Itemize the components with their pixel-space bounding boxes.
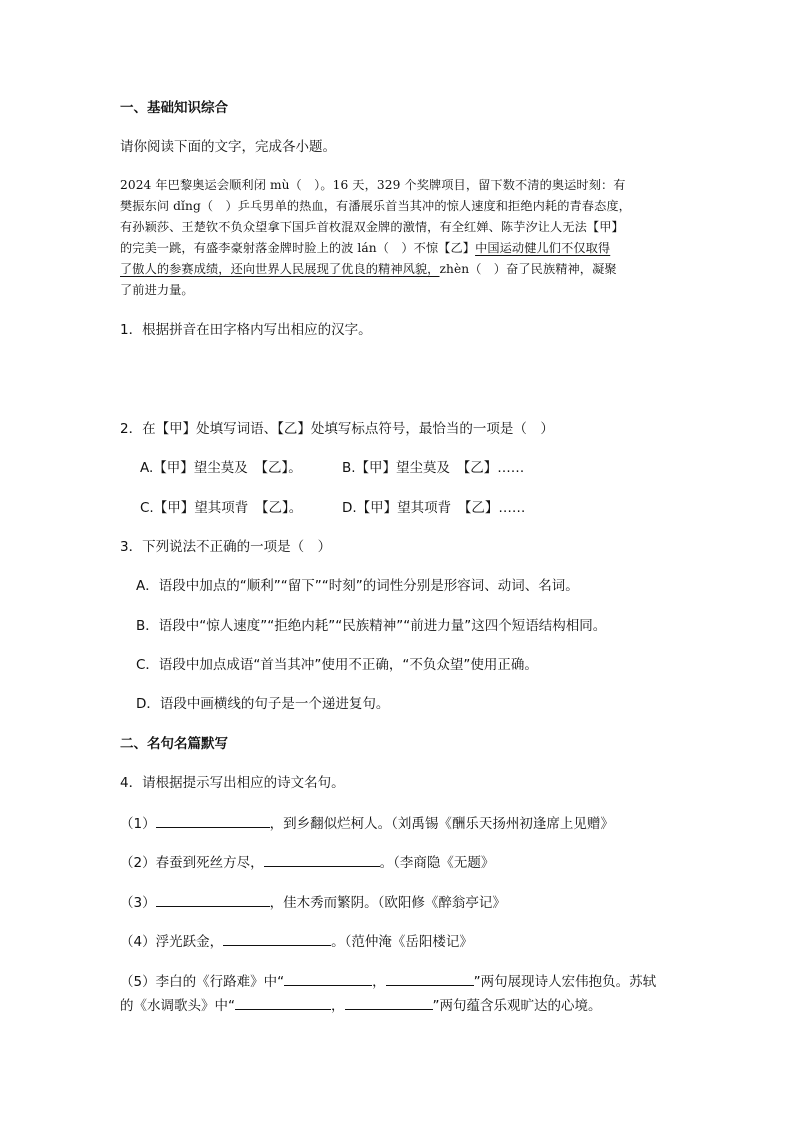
item-text: （2）春蚕到死丝方尽，: [120, 855, 264, 871]
item-text: ，佳木秀而繁阴。（欧阳修《醉翁亭记》: [269, 895, 506, 911]
answer-blank[interactable]: [156, 892, 270, 907]
passage-text: zhèn（ ）奋了民族精神，凝聚: [439, 262, 617, 276]
recitation-item-4: [120, 931, 473, 952]
answer-blank[interactable]: [156, 813, 270, 828]
question-2-option-b: B.【甲】望尘莫及 【乙】……: [342, 460, 525, 476]
item-text: ，到乡翻似烂柯人。（刘禹锡《酬乐天扬州初逢席上见赠》: [269, 816, 614, 832]
underlined-sentence: 中国运动健儿们不仅取得: [475, 241, 611, 255]
question-1: 1．根据拼音在田字格内写出相应的汉字。: [120, 322, 372, 338]
item-text: 。（李商隐《无题》: [379, 855, 495, 871]
section-two-title: 二、名句名篇默写: [120, 736, 228, 752]
answer-blank[interactable]: [345, 995, 433, 1010]
question-2-stem: 2．在【甲】处填写词语、【乙】处填写标点符号，最恰当的一项是（ ）: [120, 421, 554, 437]
passage-text: 的完美一跳，有盛李豪射落金牌时脸上的波 lán（ ）不惊【乙】: [120, 241, 476, 255]
answer-blank[interactable]: [284, 971, 372, 986]
passage-line: 有孙颖莎、王楚钦不负众望拿下国乒首枚混双金牌的激情，有全红婵、陈芋汐让人无法【甲】: [120, 220, 624, 234]
item-text: （4）浮光跃金，: [120, 934, 224, 950]
underlined-sentence: 了傲人的参赛成绩，还向世界人民展现了优良的精神风貌，: [120, 262, 440, 276]
item-text: ”两句展现诗人宏伟抱负。苏轼: [473, 974, 657, 990]
item-label: （3）: [120, 895, 156, 911]
question-2-option-a: A.【甲】望尘莫及 【乙】。: [140, 460, 302, 476]
question-3-option-c: C．语段中加点成语“首当其冲”使用不正确，“不负众望”使用正确。: [136, 657, 538, 673]
item-text: ，: [331, 998, 345, 1014]
question-2-option-c: C.【甲】望其项背 【乙】。: [140, 500, 303, 516]
answer-blank[interactable]: [223, 931, 331, 946]
question-3-option-a: A．语段中加点的“顺利”“留下”“时刻”的词性分别是形容词、动词、名词。: [136, 578, 579, 594]
question-4-stem: 4．请根据提示写出相应的诗文名句。: [120, 775, 345, 791]
passage-line: [120, 259, 680, 280]
reading-passage: [120, 175, 680, 301]
recitation-item-1: [120, 813, 614, 834]
recitation-item-5-line-2: [120, 995, 602, 1016]
item-text: 。（范仲淹《岳阳楼记》: [331, 934, 473, 950]
question-3-option-d: D．语段中画横线的句子是一个递进复句。: [136, 696, 390, 712]
passage-line: 2024 年巴黎奥运会顺利闭 mù（ ）。16 天，329 个奖牌项目，留下数不清的奥运时刻：有: [120, 178, 626, 192]
item-label: （1）: [120, 816, 156, 832]
answer-blank[interactable]: [386, 971, 474, 986]
passage-line: 樊振东问 dǐng（ ）乒乓男单的热血，有潘展乐首当其冲的惊人速度和拒绝内耗的青春态度，: [120, 199, 631, 213]
item-text: ”两句蕴含乐观旷达的心境。: [432, 998, 602, 1014]
answer-blank[interactable]: [235, 995, 331, 1010]
question-3-stem: 3．下列说法不正确的一项是（ ）: [120, 539, 332, 555]
question-2-option-d: D.【甲】望其项背 【乙】……: [342, 500, 526, 516]
passage-line: 了前进力量。: [120, 283, 194, 297]
answer-blank[interactable]: [264, 852, 380, 867]
reading-instruction: 请你阅读下面的文字，完成各小题。: [120, 139, 336, 155]
passage-line: [120, 238, 680, 259]
item-text: 的《水调歌头》中“: [120, 998, 235, 1014]
recitation-item-3: [120, 892, 506, 913]
section-one-title: 一、基础知识综合: [120, 100, 228, 116]
item-text: ，: [372, 974, 386, 990]
recitation-item-5-line-1: [120, 971, 656, 992]
question-3-option-b: B．语段中“惊人速度”“拒绝内耗”“民族精神”“前进力量”这四个短语结构相同。: [136, 618, 607, 634]
item-text: （5）李白的《行路难》中“: [120, 974, 285, 990]
recitation-item-2: [120, 852, 494, 873]
